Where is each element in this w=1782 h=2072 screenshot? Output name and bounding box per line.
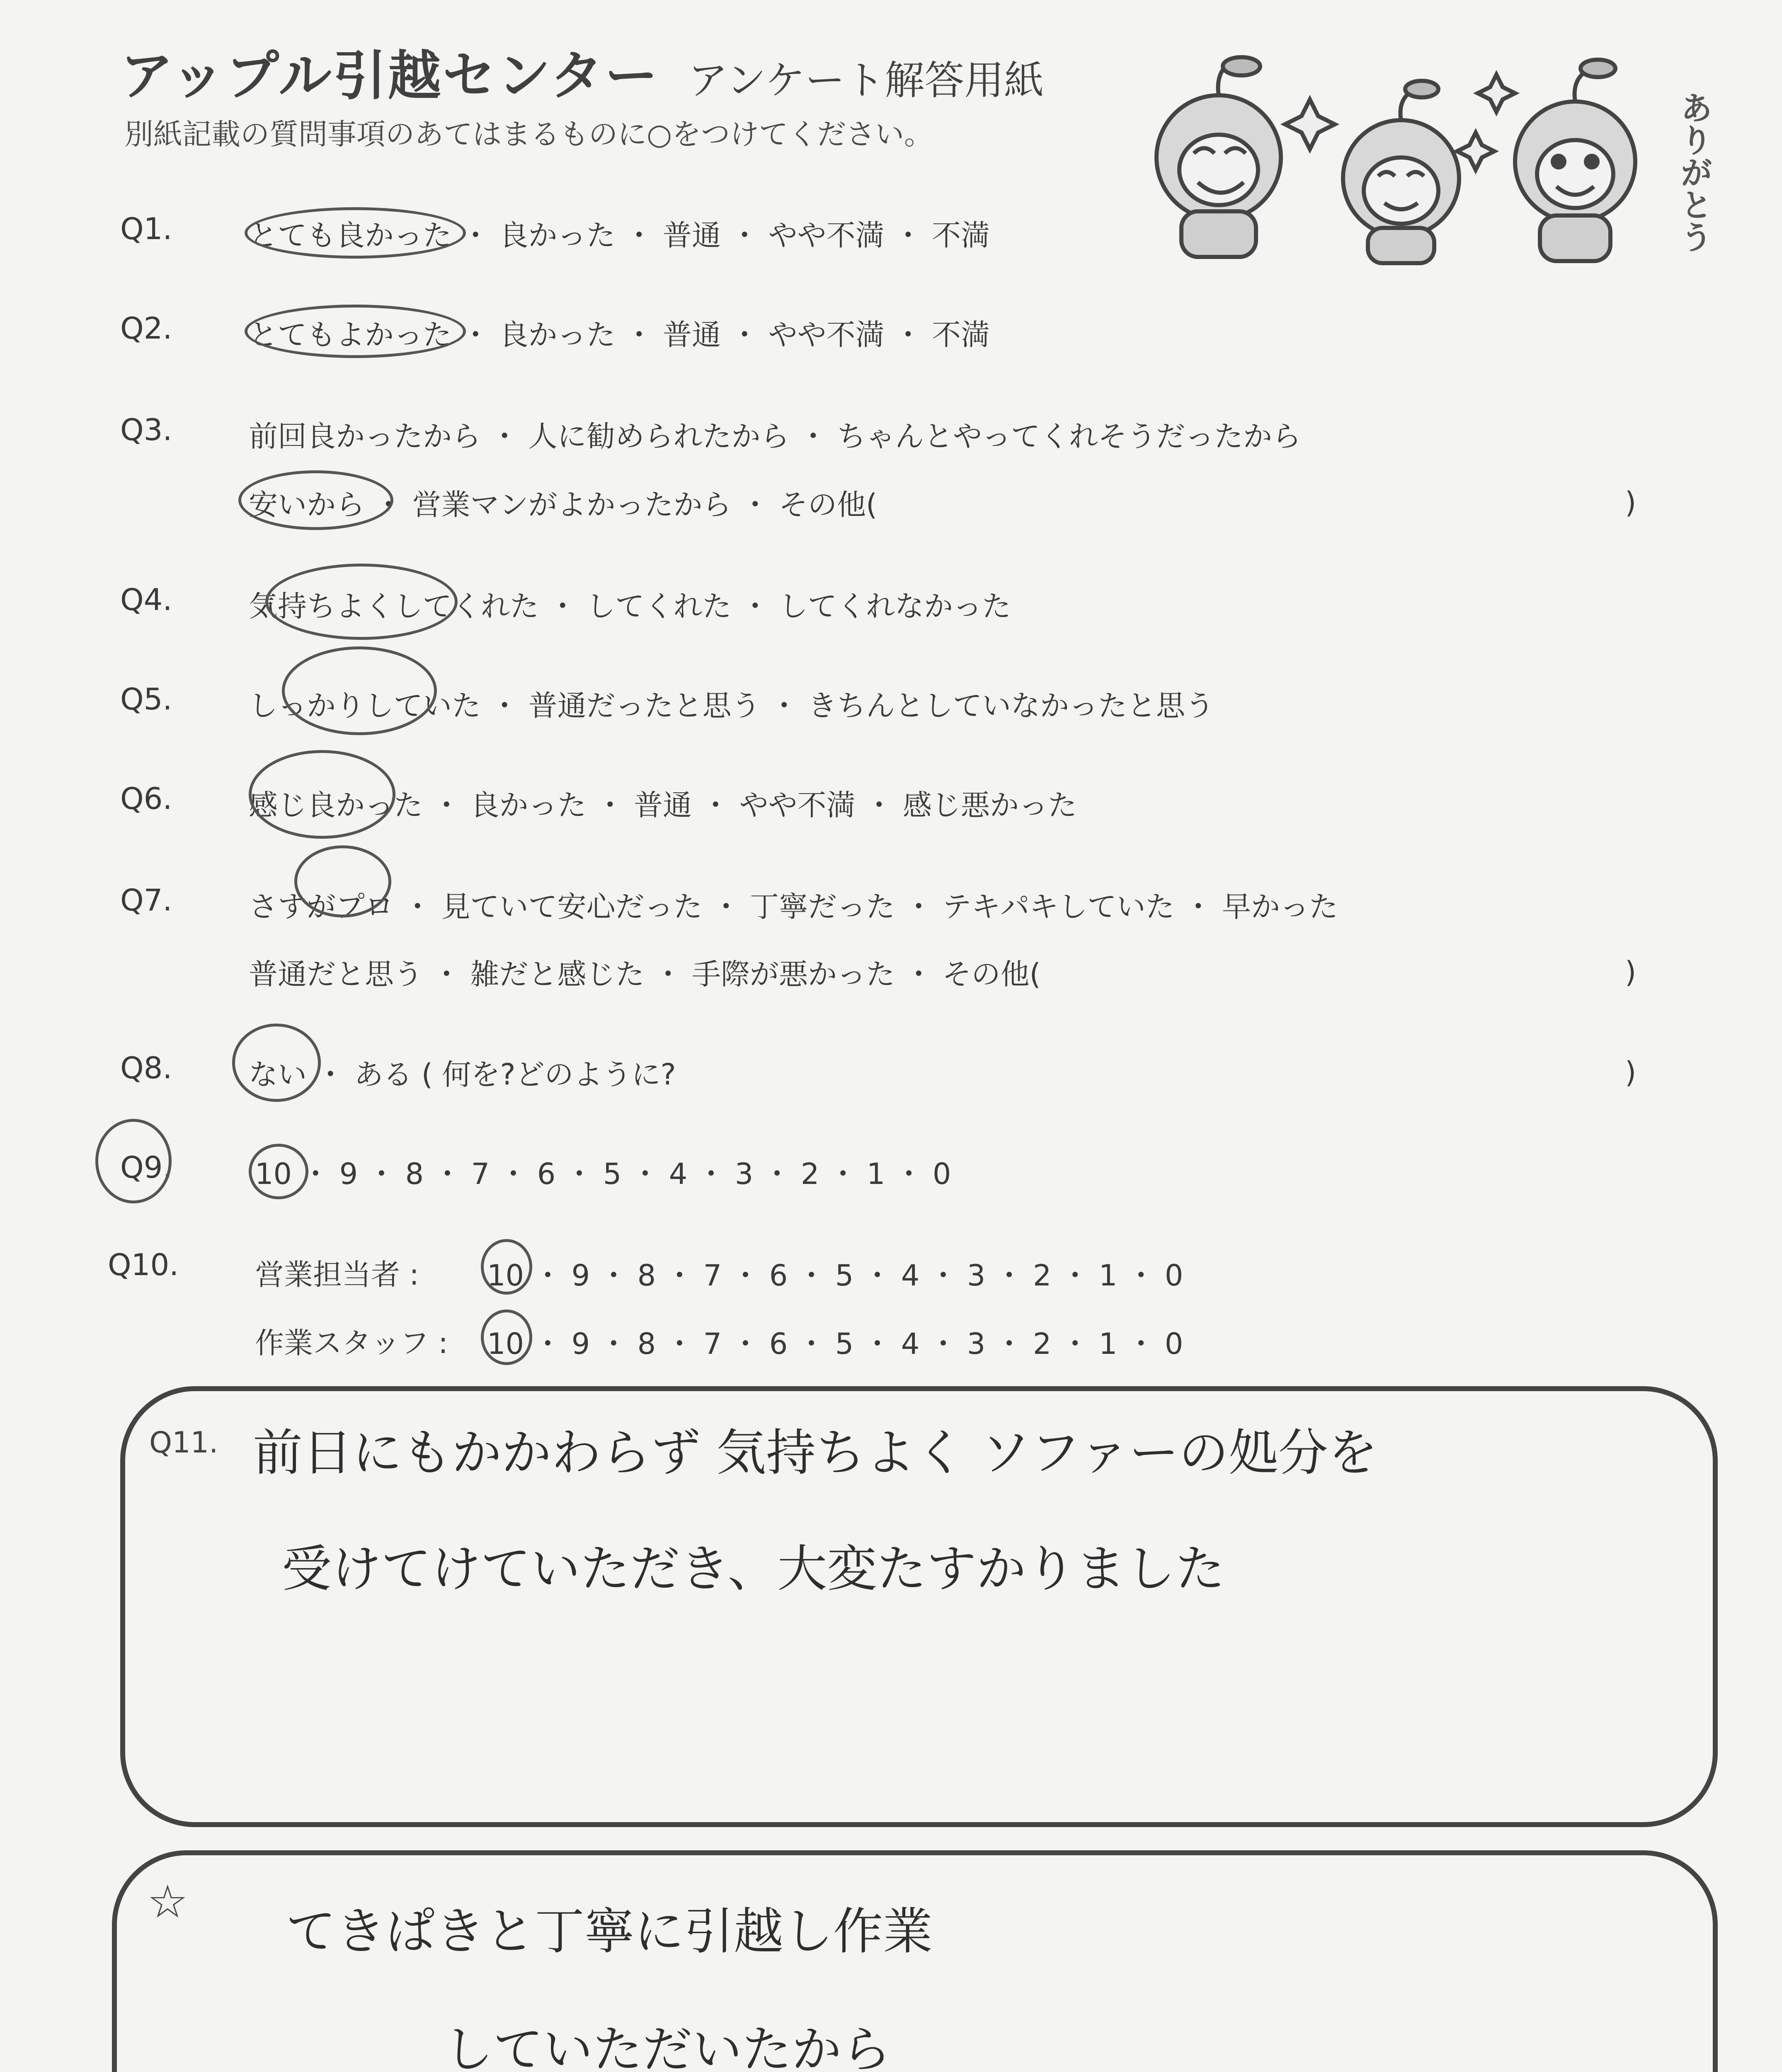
q7-options-line2[interactable]: 普通だと思う ・ 雑だと感じた ・ 手際が悪かった ・ その他( bbox=[249, 957, 1041, 991]
q3-close-paren: ) bbox=[1625, 486, 1637, 520]
q2-label: Q2. bbox=[120, 311, 172, 346]
q5-label: Q5. bbox=[120, 682, 172, 716]
q8-close-paren: ) bbox=[1625, 1055, 1637, 1089]
q11-comment-line2: 受けてけていただき、大変たすかりました bbox=[282, 1540, 1225, 1598]
thanks-text: ありがとう bbox=[1675, 91, 1712, 253]
q3-label: Q3. bbox=[120, 412, 172, 447]
q8-label: Q8. bbox=[120, 1051, 172, 1085]
q10-sales-scale[interactable]: 10 ・ 9 ・ 8 ・ 7 ・ 6 ・ 5 ・ 4 ・ 3 ・ 2 ・ 1 ・ 0 bbox=[487, 1259, 1183, 1293]
mascot-illustration bbox=[1136, 50, 1708, 265]
q3-options-line1[interactable]: 前回良かったから ・ 人に勧められたから ・ ちゃんとやってくれそうだったから bbox=[249, 419, 1302, 453]
q6-options[interactable]: 感じ良かった ・ 良かった ・ 普通 ・ やや不満 ・ 感じ悪かった bbox=[249, 788, 1077, 822]
q7-label: Q7. bbox=[120, 883, 172, 917]
q10-staff-scale[interactable]: 10 ・ 9 ・ 8 ・ 7 ・ 6 ・ 5 ・ 4 ・ 3 ・ 2 ・ 1 ・ 0 bbox=[487, 1327, 1183, 1361]
star-icon: ☆ bbox=[147, 1875, 188, 1928]
q8-options[interactable]: ない ・ ある ( 何を?どのように? bbox=[249, 1058, 676, 1092]
star-comment-line2: していただいたから bbox=[444, 2021, 891, 2072]
q11-label: Q11. bbox=[149, 1426, 218, 1460]
q7-options-line1[interactable]: さすがプロ ・ 見ていて安心だった ・ 丁寧だった ・ テキパキしていた ・ 早かった bbox=[249, 890, 1338, 924]
form-subtitle: アンケート解答用紙 bbox=[688, 57, 1044, 104]
form-title: アップル引越センター bbox=[120, 45, 659, 107]
q10-sales-label: 営業担当者 : bbox=[255, 1258, 419, 1292]
q11-comment-line1: 前日にもかかわらず 気持ちよく ソファーの処分を bbox=[253, 1424, 1378, 1482]
q3-options-line2[interactable]: 安いから ・ 営業マンがよかったから ・ その他( bbox=[249, 488, 878, 522]
q2-options[interactable]: とてもよかった ・ 良かった ・ 普通 ・ やや不満 ・ 不満 bbox=[249, 318, 990, 352]
q9-scale[interactable]: 10 ・ 9 ・ 8 ・ 7 ・ 6 ・ 5 ・ 4 ・ 3 ・ 2 ・ 1 ・ 0 bbox=[255, 1157, 951, 1191]
q1-options[interactable]: とても良かった ・ 良かった ・ 普通 ・ やや不満 ・ 不満 bbox=[249, 218, 990, 252]
q4-options[interactable]: 気持ちよくしてくれた ・ してくれた ・ してくれなかった bbox=[249, 589, 1011, 623]
instruction-text: 別紙記載の質問事項のあてはまるものに○をつけてください。 bbox=[124, 117, 933, 151]
q9-label: Q9. bbox=[120, 1150, 172, 1185]
q5-options[interactable]: しっかりしていた ・ 普通だったと思う ・ きちんとしていなかったと思う bbox=[249, 689, 1215, 723]
q6-label: Q6. bbox=[120, 781, 172, 816]
q4-label: Q4. bbox=[120, 582, 172, 617]
q10-staff-label: 作業スタッフ : bbox=[255, 1326, 448, 1360]
q1-label: Q1. bbox=[120, 211, 172, 246]
q10-label: Q10. bbox=[108, 1247, 179, 1282]
q7-close-paren: ) bbox=[1625, 955, 1637, 989]
star-comment-line1: てきぱきと丁寧に引越し作業 bbox=[286, 1903, 933, 1961]
